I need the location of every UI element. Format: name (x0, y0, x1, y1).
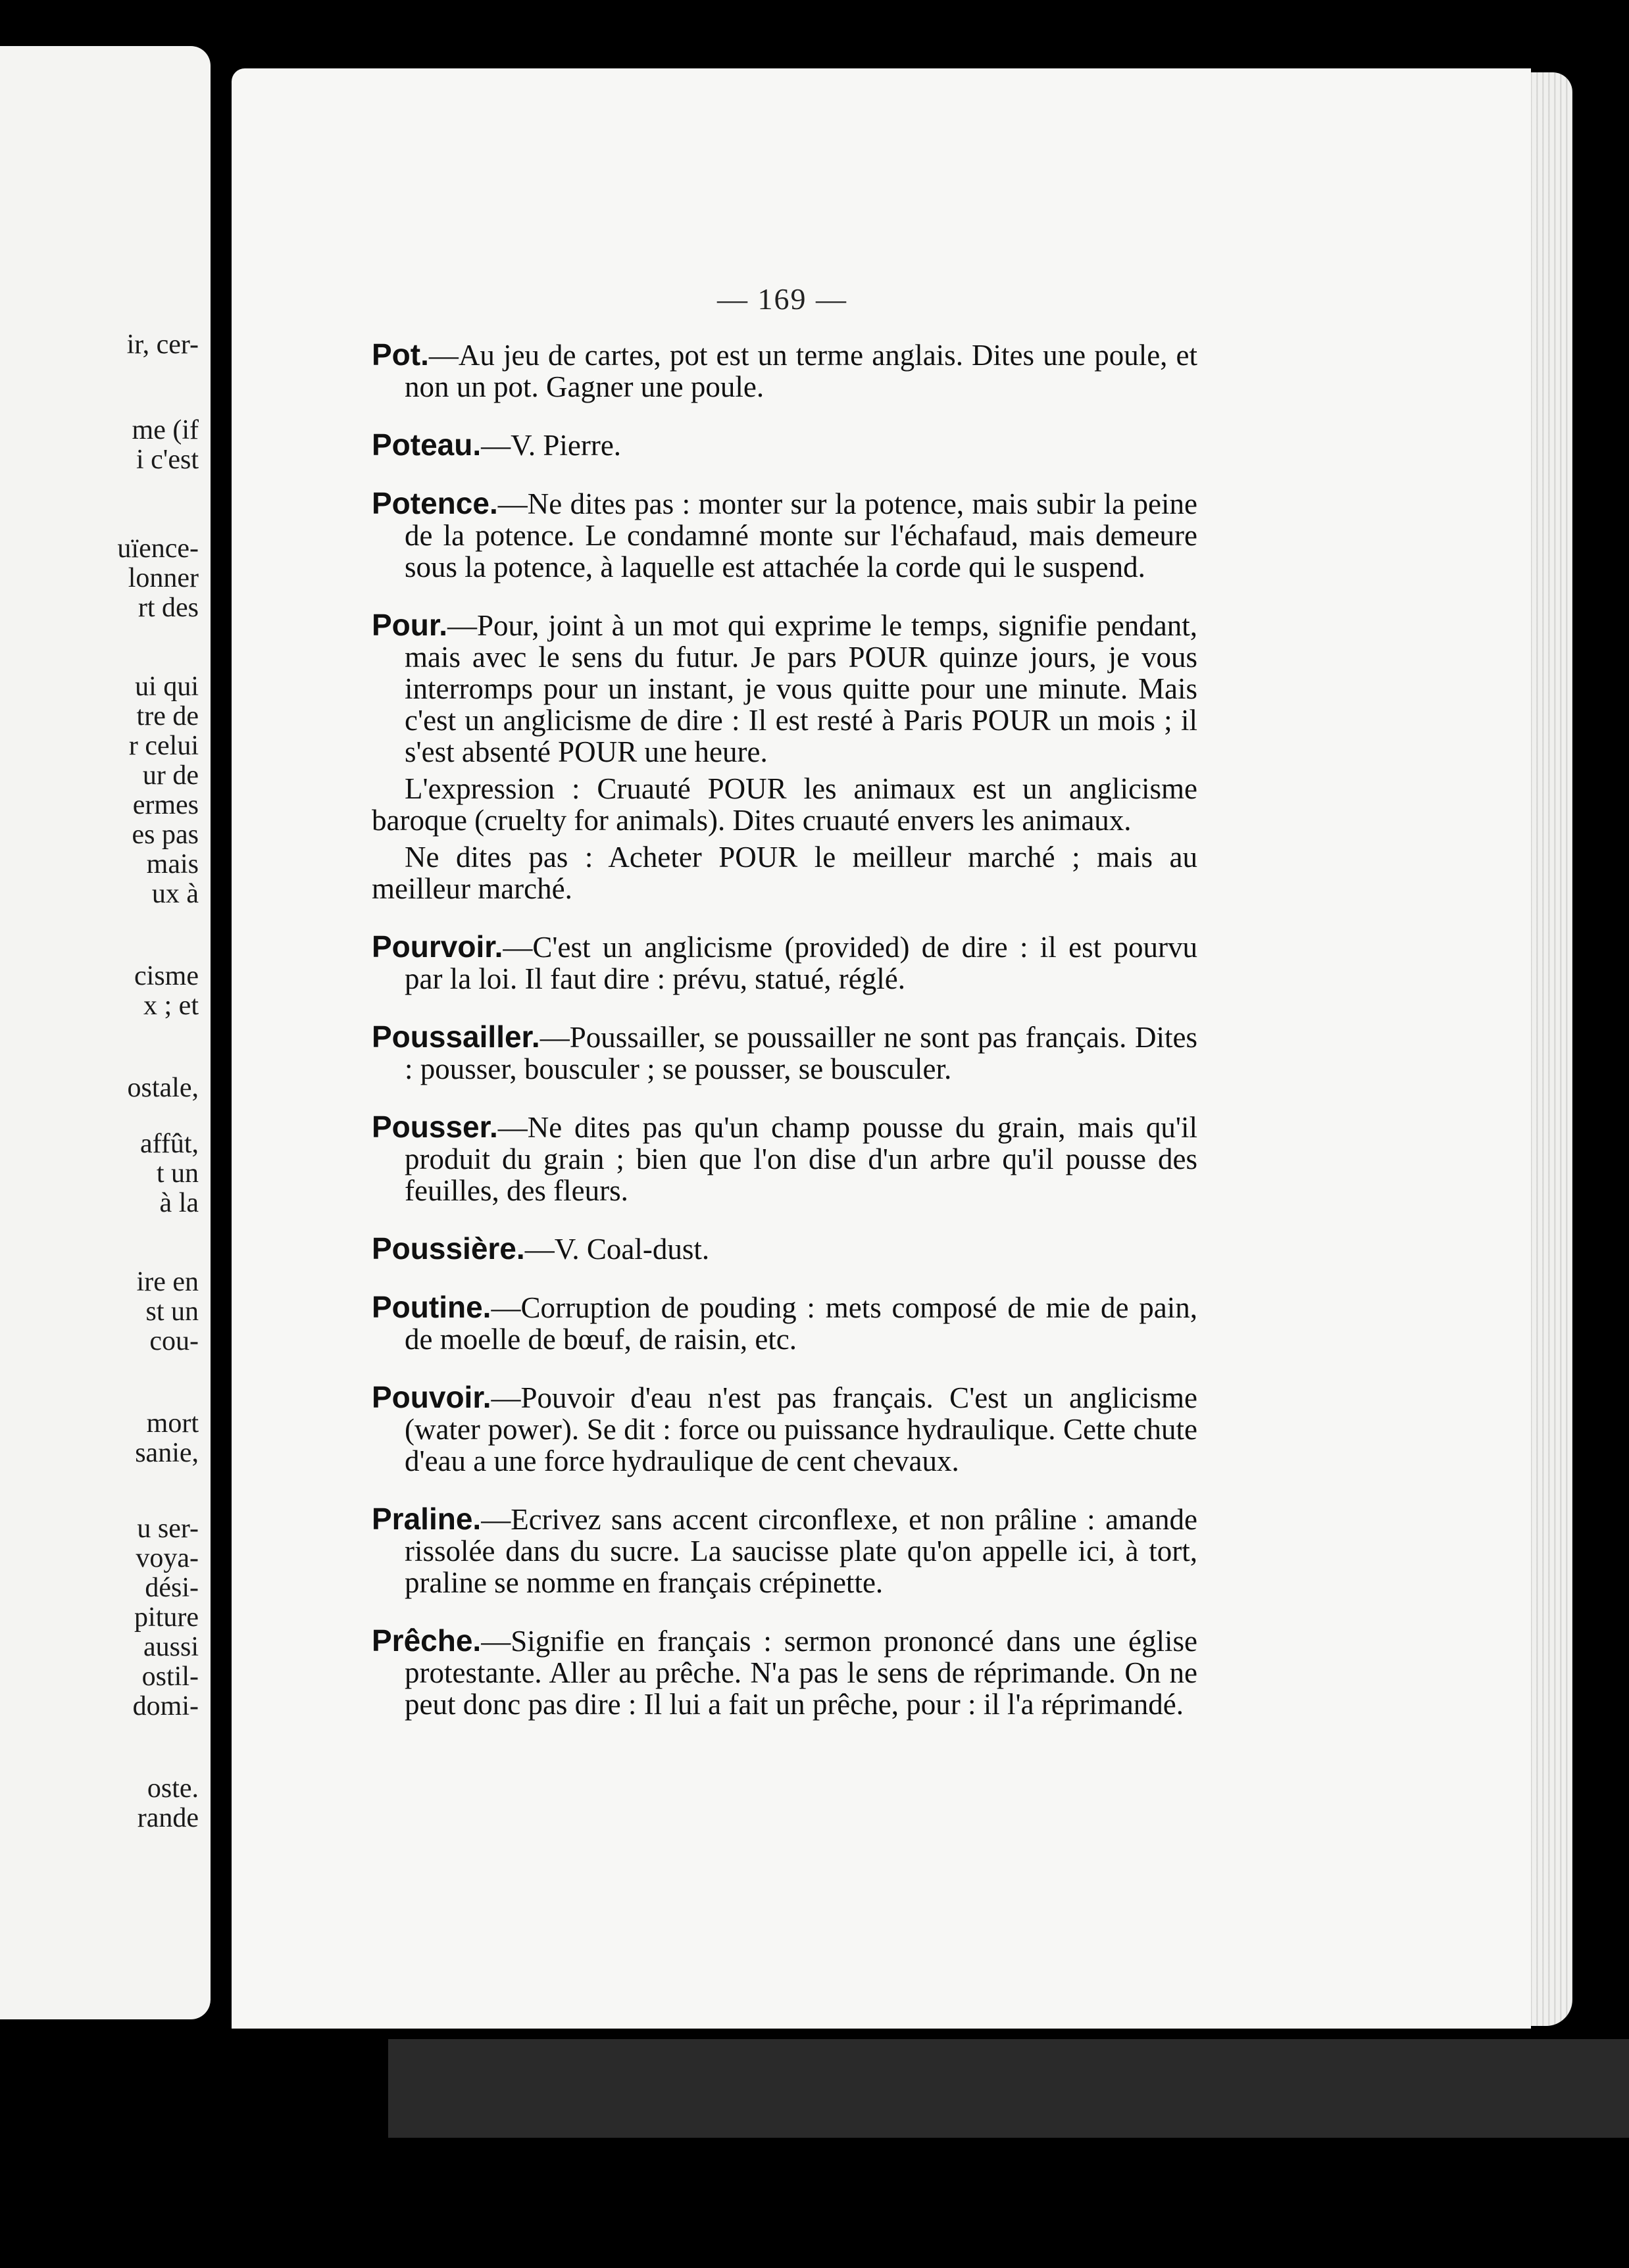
entry-text: —Corruption de pouding : mets composé de mie de pain, de moelle de bœuf, de raisin, etc. (405, 1291, 1197, 1356)
left-page-line: ostale, (127, 1073, 199, 1103)
left-page-line: dési- (145, 1573, 199, 1603)
entry-pour (372, 609, 1197, 904)
headword: Pouvoir. (372, 1380, 491, 1414)
headword: Potence. (372, 486, 498, 520)
left-page-line: rt des (138, 593, 199, 623)
left-page-line: ermes (132, 790, 199, 820)
entry-text: —V. Pierre. (481, 429, 622, 462)
entry-pousser (372, 1111, 1197, 1206)
entry-text: —Ne dites pas : monter sur la potence, mais subir la peine de la potence. Le condamné monte sur l'échafaud, mais demeure sous la potence, à laquelle est attachée la corde qui le suspend. (405, 487, 1197, 583)
left-page-line: piture (134, 1602, 199, 1633)
left-page-line: mort (146, 1408, 199, 1439)
left-page-line: à la (159, 1188, 199, 1218)
entry-poussailler (372, 1021, 1197, 1085)
left-page-line: me (if (132, 415, 199, 445)
headword: Pousser. (372, 1110, 498, 1144)
left-page (0, 46, 211, 2019)
left-page-line: es pas (132, 820, 199, 850)
left-page-line: aussi (143, 1632, 199, 1662)
book-shadow (388, 2039, 1629, 2138)
left-page-line: ostil- (141, 1662, 199, 1692)
left-page-line: cisme (134, 961, 199, 991)
left-page-line: i c'est (136, 445, 199, 475)
left-page-line: ux à (151, 879, 199, 909)
left-page-line: r celui (128, 731, 199, 761)
left-page-line: ir, cer- (126, 330, 199, 360)
left-page-line: uïence- (117, 533, 199, 564)
entry-text: —Pour, joint à un mot qui exprime le temps, signifie pendant, mais avec le sens du futur. Je pars POUR quinze jours, je vous interromps pour un instant, je vous quitte pour une minute. Mais c'est un anglicisme de dire : Il est resté à Paris POUR un mois ; il s'est absenté POUR une heure. (405, 609, 1197, 768)
left-page-line: affût, (139, 1129, 199, 1159)
left-page-line: lonner (128, 563, 199, 593)
entry-pouvoir (372, 1381, 1197, 1477)
entry-preche (372, 1625, 1197, 1720)
left-page-line: mais (146, 849, 199, 879)
entry-pourvoir (372, 931, 1197, 995)
left-page-line: sanie, (135, 1438, 199, 1468)
headword: Poussière. (372, 1231, 525, 1266)
entry-poussiere (372, 1233, 1197, 1265)
left-page-line: tre de (136, 701, 199, 731)
entry-praline (372, 1503, 1197, 1598)
headword: Praline. (372, 1502, 482, 1536)
entry-text: —C'est un anglicisme (provided) de dire : il est pourvu par la loi. Il faut dire : prévu, statué, réglé. (405, 931, 1197, 995)
page-number: — 169 — (717, 282, 847, 316)
entry-paragraph: Ne dites pas : Acheter POUR le meilleur marché ; mais au meilleur marché. (372, 841, 1197, 905)
entry-potence (372, 487, 1197, 583)
entry-pot (372, 339, 1197, 403)
headword: Poteau. (372, 428, 482, 462)
dictionary-entries (372, 339, 1197, 1746)
headword: Pot. (372, 337, 429, 372)
entry-text: —Ne dites pas qu'un champ pousse du grain, mais qu'il produit du grain ; bien que l'on dise d'un arbre qu'il pousse des feuilles, des fleurs. (405, 1111, 1197, 1207)
left-page-line: oste. (147, 1773, 199, 1804)
left-page-line: cou- (149, 1326, 199, 1356)
headword: Pourvoir. (372, 929, 503, 964)
entry-text: —Poussailler, se poussailler ne sont pas français. Dites : pousser, bousculer ; se pousser, se bousculer. (405, 1021, 1197, 1085)
entry-poteau (372, 429, 1197, 461)
entry-text: —Signifie en français : sermon prononcé dans une église protestante. Aller au prêche. N'a pas le sens de réprimande. On ne peut donc pas dire : Il lui a fait un prêche, pour : il l'a réprimandé. (405, 1625, 1197, 1721)
entry-text: —Au jeu de cartes, pot est un terme anglais. Dites une poule, et non un pot. Gagner une poule. (405, 339, 1197, 403)
headword: Prêche. (372, 1623, 482, 1658)
left-page-line: st un (145, 1296, 199, 1327)
entry-text: —Pouvoir d'eau n'est pas français. C'est un anglicisme (water power). Se dit : force ou puissance hydraulique. Cette chute d'eau a une force hydraulique de cent chevaux. (405, 1381, 1197, 1477)
entry-text: —V. Coal-dust. (524, 1233, 710, 1266)
left-page-line: ire en (136, 1267, 199, 1297)
entry-text: —Ecrivez sans accent circonflexe, et non prâline : amande rissolée dans du sucre. La saucisse plate qu'on appelle ici, à tort, praline se nomme en français crépinette. (405, 1503, 1197, 1599)
left-page-line: ur de (142, 760, 199, 791)
entry-paragraph: L'expression : Cruauté POUR les animaux est un anglicisme baroque (cruelty for animals). Dites cruauté envers les animaux. (372, 772, 1197, 837)
left-page-line: ui qui (135, 672, 199, 702)
left-page-line: x ; et (143, 991, 199, 1021)
left-page-line: t un (156, 1158, 199, 1189)
headword: Poussailler. (372, 1020, 540, 1054)
headword: Poutine. (372, 1290, 491, 1324)
left-page-line: domi- (132, 1691, 199, 1721)
left-page-line: rande (137, 1803, 199, 1833)
entry-poutine (372, 1291, 1197, 1355)
left-page-line: u ser- (137, 1514, 199, 1544)
headword: Pour. (372, 608, 448, 642)
left-page-line: voya- (136, 1543, 199, 1573)
